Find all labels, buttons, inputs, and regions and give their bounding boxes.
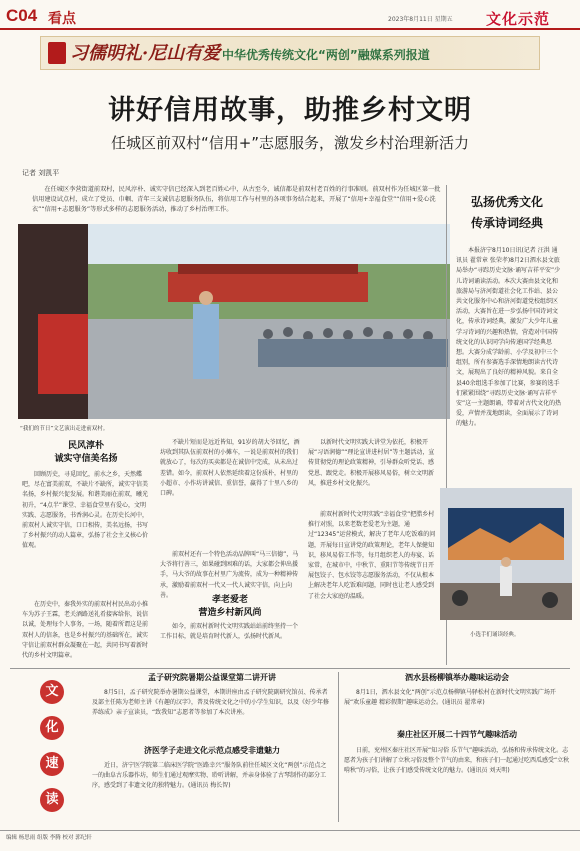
footer-rule	[0, 830, 580, 831]
body-column-1b: 在历史中，秦我外实的前双村村民出动小推车为苏子王霖，老关酒路送礼肴接客给你，说信以诚，处理每个人事务，一场，随着所谓这是前双村人的信条，也是乡村振兴的基础所在，诚实守信让前双村群众凝聚在一起，共同书写着新时代的乡村文明篇章。	[22, 601, 149, 660]
body-column-2: 不缺片短而是远近皆知，91岁的胡大爷回忆，酒坊收到其队伍前双村的小摊车，一说是前双村的我们就放心了，每次的买卖都是在诚信中完成，从未出过差错。如今，前双村人依然延续着这份质朴，村里的小超市、小作坊讲诚信、重信誉，赢得了十里八乡的口碑。	[160, 439, 300, 498]
brief-body: 8月1日，泗水县文化“两创”示范点杨柳镇马驿松村在新时代文明实践广场开展“欢乐童趣 精彩假期”趣味运动会。(通讯员 翟常章)	[344, 689, 556, 707]
body-column-3: 以新时代文明实践大讲堂为依托，积极开展“习语润德”“理论宣讲进村居”等主题活动，宣传贯彻党的理论政策精神，引导群众听党话、感党恩、跟党走。积极开展移风易俗，树立文明新风，推进乡村文化振兴。	[308, 439, 435, 487]
side-story-body: 本报济宁8月10日讯(记者 汪洪 通讯员 翟常章 张荣孝)8月2日泗水县文旅局举办“寻踪历史文脉·诵写吉祥平安”少儿诗词诵读活动。本次大赛由县文化和旅游局与济河街道社会化工作站、县公共文化服务中心和济河街道党校组织区活动，大赛旨在进一步弘扬中国诗词文化，传承诗词经典，激发广大少年儿童学习诗词的兴趣和热情，营造对中国传统文化的认识同学向传递国学经典思想。大赛分成学龄前、小学及初中三个组别，所有参赛选手深情地朗读古代诗文，展现出了良好的精神风貌。来自全县40余组选手参加了比赛，参赛的选手们紧紧围绕“寻踪历史文脉·诵写吉祥平安”这一主题朗诵，带着对古代文化的热爱，声情并茂地朗读，全面展示了诗词的魅力。	[456, 247, 562, 428]
brief-body: 日前，兖州区秦庄社区开展“知习俗 乐节气”趣味活动，弘扬和传承传统文化。志愿者为孩子们讲解了立秋习俗及整个节气的由来，和孩子们一起通过吃西瓜感受“立秋啃秋”的习俗，让孩子们感受传统文化的魅力。(通讯员 刘天明)	[344, 747, 570, 775]
body-column-2b: 前双村还有一个特色活动品牌叫“马三信德”，马大爷将行善三，如果碰到困难的话，大家都会伸出援手，马大爷的故事在村里广为流传，成为一种精神传承，激励着前双村一代又一代人诚实守信，向上向善。	[160, 551, 299, 599]
brief-body: 近日，济宁医学院第二临床医学院“医路幸兴”服务队前往任城区文化“两创”示范点之一的曲阜古乐器作坊，师生们通过观摩实物、聆听讲解，并亲身体验了古琴制作的部分工序，感受到了非遗文化的独特魅力。(通讯员 梅长智)	[92, 762, 327, 790]
body-column-2c: 如今，前双村新时代文明实践站站前终坚持一个工作目标，就是培育时代新人，弘扬时代新风。	[160, 623, 299, 641]
body-column-3b: 前双村新时代文明实践“幸福食堂”把腊乡村推行对照，以来老数老爱老为主题，通过“12345”运营模式，解决了老年人吃饭难的问题，开展每日宣讲党的政策理论，老年人保健知识，移风易俗工作等，每月组织老人的寿宴、话家常，在城市中，中秋节、重阳节等传统节日开展包饺子、包水饺等志愿服务活动，不仅从根本上解决老年人吃饭难问题，同时也让老人感受到了社会大家庭的温暖。	[308, 511, 436, 600]
masthead-logo: 文化示范	[486, 10, 551, 28]
side-story-title: 弘扬优秀文化 传承诗词经典	[470, 195, 543, 230]
briefs-label-char: 读	[40, 788, 64, 812]
side-photo-caption: 小选手们诵读经典。	[470, 632, 520, 638]
briefs-label-char: 化	[40, 716, 64, 740]
editor-credits: 编辑 杨思雨 组版 李腾 校对 郭纪轩	[6, 835, 92, 841]
briefs-label-char: 速	[40, 752, 64, 776]
brief-divider	[338, 672, 339, 822]
brief-title: 孟子研究院暑期公益课堂第二讲开讲	[148, 673, 276, 682]
briefs-label-char: 文	[40, 680, 64, 704]
section-code: C04	[6, 6, 38, 25]
issue-date: 2023年8月11日 星期五	[388, 16, 453, 23]
seal-icon	[48, 42, 66, 64]
subheading-honesty: 民风淳朴 诚实守信美名扬	[54, 441, 118, 464]
body-column-1: 回顾历史，寻觅回忆，前水之乡，天然蝶吧，尽在富美前双，不缺片不缺所，诚实守信美名扬，乡村振兴促发展。和谐美丽在前双，曦光初升，“4点半”课堂、幸福食堂里有爱心，文明实践、志愿服务，书香润心灵。在历史长河中，前双村人诚实守信，口口相传，美名远扬，书写了乡村振兴的动人篇章，弘扬了社会主义核心价值观。	[22, 471, 149, 550]
section-name: 看点	[48, 11, 76, 27]
byline: 记者 刘凯平	[22, 169, 60, 177]
brief-body: 8月5日，孟子研究院举办暑期公益课堂，本期讲座由孟子研究院副研究馆员、传承者及部主任陈为老师主讲《有趣的汉字》，普及传统文化之中的小学生知识，以及《好少年修养练成》亲子宣读员，“致我知”志愿者等参加了本次讲座。	[92, 689, 330, 717]
recitation-photo	[440, 488, 572, 620]
subheading-elderly-care: 孝老爱老 营造乡村新风尚	[198, 595, 262, 618]
banner-series-title: 中华优秀传统文化“两创”融媒系列报道	[222, 48, 430, 62]
brief-title: 泗水县杨柳镇举办趣味运动会	[405, 673, 509, 682]
lead-paragraph: 在任城区李营街道前双村，民风淳朴、诚实守信已经深入到老百姓心中，从古至今，诚信都是前双村老百姓的行事准则。前双村作为任城区第一批信用建设试点村，成立了党员、巾帼、青年三支诚信志愿服务队伍，将信用工作与村里的各项事务结合起来，开展了“信用+幸福食堂”“信用+爱心洗衣”“信用+志愿服务”等形式多样的志愿服务活动，推动了乡村治理工作。	[32, 186, 441, 213]
brief-title: 秦庄社区开展二十四节气趣味活动	[397, 730, 517, 739]
performance-photo	[18, 224, 450, 419]
photo-caption: “我们的节日”文艺演出走进前双村。	[20, 426, 109, 432]
subheadline: 任城区前双村“信用+”志愿服务，激发乡村治理新活力	[110, 134, 470, 152]
banner-calligraphy: 习儒明礼·尼山有爱	[70, 43, 221, 64]
headline: 讲好信用故事，助推乡村文明	[108, 95, 472, 126]
brief-title: 济医学子走进文化示范点感受非遗魅力	[144, 746, 280, 755]
section-divider	[10, 668, 570, 669]
